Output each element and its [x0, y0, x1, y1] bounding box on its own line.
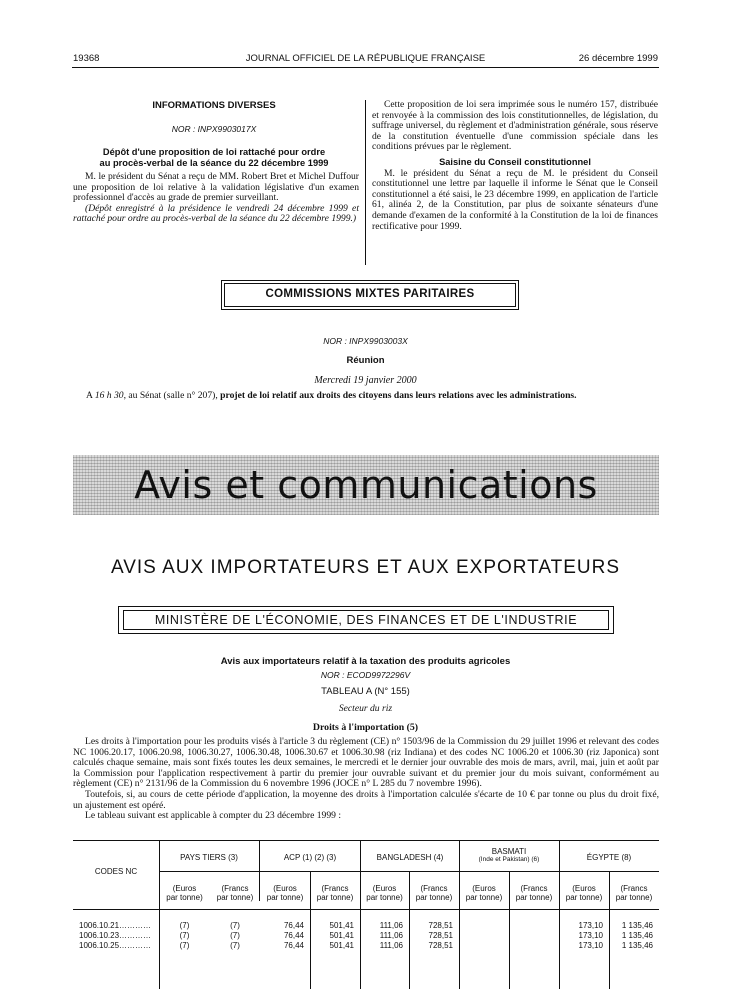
- code-cell: 1006.10.23…………: [79, 931, 152, 940]
- tableau-title: TABLEAU A (N° 155): [321, 686, 410, 697]
- ministry-title: MINISTÈRE DE L'ÉCONOMIE, DES FINANCES ET DE L'INDUSTRIE: [154, 613, 578, 627]
- paragraph: M. le président du Sénat a reçu de M. le président du Conseil constitutionnel une lettre par laquelle il informe le Sénat que le Conseil constitutionnel a été saisi, le 23 décembre 1999, en application de l'article 61, alinéa 2, de la Constitution, par plus de soixante sénateurs d'une demande d'examen de la conformité à la Constitution de la loi de finances rectificative pour 1999.: [372, 167, 658, 232]
- unit-header-francs: (Francs par tonne): [615, 884, 653, 902]
- avis-text: [73, 737, 659, 822]
- journal-title: JOURNAL OFFICIEL DE LA RÉPUBLIQUE FRANÇAISE: [245, 53, 486, 64]
- section-title: INFORMATIONS DIVERSES: [152, 100, 276, 111]
- reunion-place: , au Sénat (salle n° 207),: [123, 390, 218, 401]
- value-cell: 728,51: [428, 941, 453, 950]
- value-cell: 728,51: [428, 921, 453, 930]
- unit-header-euros: (Euros par tonne): [266, 884, 304, 902]
- subsection-title: Saisine du Conseil constitutionnel: [439, 156, 591, 167]
- nor-ref: NOR : INPX9903017X: [171, 124, 257, 134]
- reunion-line: [86, 390, 577, 401]
- value-cell: 76,44: [283, 921, 304, 930]
- text: A: [86, 390, 93, 401]
- value-cell: 76,44: [283, 941, 304, 950]
- value-cell: (7): [230, 941, 240, 950]
- paragraph: Cette proposition de loi sera imprimée sous le numéro 157, distribuée et renvoyée à la commission des lois constitutionnelles, de législation, du suffrage universel, du règlement et d'administration générale, sous réserve de la constitution éventuelle d'une commission spéciale dans les conditions prévues par le règlement.: [372, 99, 658, 153]
- codes-header: CODES NC: [94, 867, 138, 876]
- ministry-box: [118, 606, 614, 634]
- group-header: BASMATI: [491, 847, 527, 856]
- nor-ref: NOR : ECOD9972296V: [320, 670, 411, 680]
- left-column-text: [73, 172, 359, 225]
- group-header: ACP (1) (2) (3): [283, 853, 337, 862]
- avis-title: AVIS AUX IMPORTATEURS ET AUX EXPORTATEURS: [110, 557, 621, 578]
- unit-header-francs: (Francs par tonne): [216, 884, 254, 902]
- value-cell: 1 135,46: [621, 921, 653, 930]
- reunion-date: Mercredi 19 janvier 2000: [314, 375, 417, 386]
- value-cell: (7): [230, 921, 240, 930]
- value-cell: 173,10: [578, 921, 603, 930]
- group-subheader: (Inde et Pakistan) (6): [478, 856, 540, 863]
- subtitle-line-1: Dépôt d'une proposition de loi rattaché pour ordre: [102, 147, 326, 157]
- reunion-title: Réunion: [346, 355, 385, 366]
- paragraph: (Dépôt enregistré à la présidence le vendredi 24 décembre 1999 et rattaché pour ordre au procès-verbal de la séance du 22 décembre 1999.): [73, 202, 359, 225]
- value-cell: 501,41: [329, 941, 354, 950]
- reunion-subject: projet de loi relatif aux droits des citoyens dans leurs relations avec les administrations.: [220, 390, 577, 401]
- value-cell: 76,44: [283, 931, 304, 940]
- avis-banner: [73, 455, 659, 515]
- cmp-banner: [221, 280, 519, 310]
- value-cell: (7): [179, 921, 190, 930]
- unit-header-francs: (Francs par tonne): [415, 884, 453, 902]
- avis-banner-title: Avis et communications: [134, 463, 598, 507]
- value-cell: 111,06: [379, 931, 403, 940]
- notice-title: Avis aux importateurs relatif à la taxation des produits agricoles: [220, 656, 511, 667]
- right-column-text: [372, 100, 658, 232]
- secteur-title: Secteur du riz: [338, 703, 393, 714]
- paragraph: Toutefois, si, au cours de cette période d'application, la moyenne des droits à l'importation calculée s'écarte de 10 € par tonne ou plus du droit fixé, un ajustement est opéré.: [73, 788, 659, 811]
- subtitle-line-2: au procès-verbal de la séance du 22 décembre 1999: [99, 157, 329, 168]
- unit-header-euros: (Euros par tonne): [465, 884, 503, 902]
- unit-header-euros: (Euros par tonne): [366, 884, 403, 902]
- group-header: ÉGYPTE (8): [586, 853, 632, 862]
- value-cell: 501,41: [329, 931, 354, 940]
- header-date: 26 décembre 1999: [578, 53, 658, 64]
- unit-header-euros: (Euros par tonne): [166, 884, 203, 902]
- value-cell: 173,10: [578, 941, 603, 950]
- value-cell: 1 135,46: [621, 941, 653, 950]
- value-cell: 728,51: [428, 931, 453, 940]
- paragraph: M. le président du Sénat a reçu de MM. Robert Bret et Michel Duffour une proposition de loi relative à la validation législative d'un examen professionnel d'accès au grade de premier surveillant.: [73, 171, 359, 204]
- paragraph: Le tableau suivant est applicable à compter du 23 décembre 1999 :: [85, 810, 342, 822]
- rates-table: [73, 840, 659, 989]
- nor-ref: NOR : INPX9903003X: [323, 336, 408, 346]
- unit-header-euros: (Euros par tonne): [565, 884, 603, 902]
- header-rule: [72, 67, 659, 68]
- section-subtitle: [73, 147, 355, 168]
- group-header: PAYS TIERS (3): [180, 853, 238, 862]
- value-cell: (7): [230, 931, 240, 940]
- value-cell: (7): [179, 941, 190, 950]
- code-cell: 1006.10.25…………: [79, 941, 152, 950]
- value-cell: 501,41: [329, 921, 354, 930]
- unit-header-francs: (Francs par tonne): [515, 884, 553, 902]
- droits-title: Droits à l'importation (5): [312, 722, 419, 733]
- value-cell: (7): [179, 931, 190, 940]
- cmp-banner-title: COMMISSIONS MIXTES PARITAIRES: [265, 288, 475, 300]
- paragraph: Les droits à l'importation pour les produits visés à l'article 3 du règlement (CE) n° 1503/96 de la Commission du 29 juillet 1996 et relevant des codes NC 1006.20.17, 1006.20.98, 1006.30.27, 1006.30.48, 1006.30.67 et 1006.30.98 (riz Indiana) et des codes NC 1006.20 et 1006.30 (riz Japonica) sont calculés chaque semaine, mais sont fixés toutes les deux semaines, le mercredi et le dernier jour ouvrable des mois de mars, avril, mai, juin et août par la Commission pour l'application respectivement à partir du premier jour ouvrable suivant et du premier jour du mois suivant, conformément au règlement (CE) n° 2131/96 de la Commission du 6 novembre 1996 (JOCE n° L 285 du 7 novembre 1996).: [73, 736, 659, 790]
- column-divider: [365, 100, 366, 265]
- code-cell: 1006.10.21…………: [79, 921, 152, 930]
- value-cell: 173,10: [578, 931, 603, 940]
- value-cell: 1 135,46: [621, 931, 653, 940]
- unit-header-francs: (Francs par tonne): [316, 884, 354, 902]
- value-cell: 111,06: [379, 921, 403, 930]
- page-number: 19368: [73, 53, 100, 64]
- group-header: BANGLADESH (4): [376, 853, 444, 862]
- value-cell: 111,06: [379, 941, 403, 950]
- reunion-time: 16 h 30: [94, 390, 124, 401]
